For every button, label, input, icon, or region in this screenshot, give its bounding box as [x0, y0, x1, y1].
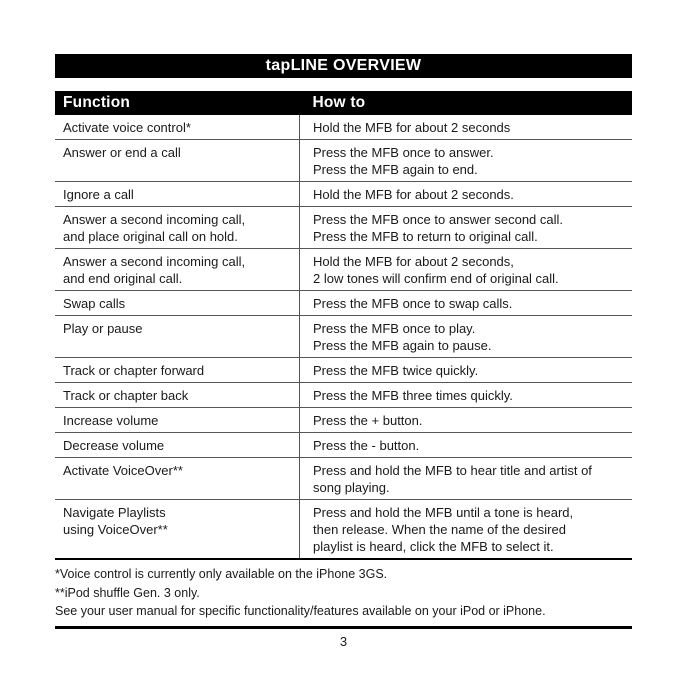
function-cell — [55, 182, 300, 207]
function-text: Activate VoiceOver** — [63, 463, 183, 478]
table-row — [55, 182, 632, 207]
footnote-user-manual: See your user manual for specific functionality/features available on your iPod or iPhone. — [55, 604, 546, 618]
overview-table — [55, 91, 632, 560]
table-row — [55, 500, 632, 560]
function-text: using VoiceOver** — [63, 522, 168, 537]
function-text: Ignore a call — [63, 187, 134, 202]
document-page — [55, 54, 632, 649]
how-to-text: Hold the MFB for about 2 seconds — [313, 120, 511, 135]
how-to-text: Press the MFB three times quickly. — [313, 388, 513, 403]
function-text: Increase volume — [63, 413, 159, 428]
table-row — [55, 291, 632, 316]
how-to-text: Press the MFB again to end. — [313, 162, 478, 177]
how-to-cell — [300, 500, 633, 560]
function-cell — [55, 433, 300, 458]
how-to-text: song playing. — [313, 480, 390, 495]
function-cell — [55, 291, 300, 316]
how-to-text: Hold the MFB for about 2 seconds. — [313, 187, 514, 202]
function-cell — [55, 249, 300, 291]
table-header — [55, 91, 632, 115]
how-to-cell — [300, 182, 633, 207]
function-text: Answer a second incoming call, — [63, 212, 246, 227]
function-text: Activate voice control* — [63, 120, 191, 135]
how-to-text: playlist is heard, click the MFB to select it. — [313, 539, 554, 554]
table-row — [55, 358, 632, 383]
how-to-cell — [300, 115, 633, 140]
table-body — [55, 115, 632, 559]
how-to-text: Press the MFB to return to original call. — [313, 229, 538, 244]
function-text: and place original call on hold. — [63, 229, 238, 244]
function-cell — [55, 207, 300, 249]
how-to-text: Press the MFB again to pause. — [313, 338, 492, 353]
header-how-to: How to — [300, 91, 633, 115]
how-to-cell — [300, 383, 633, 408]
table-row — [55, 408, 632, 433]
function-text: Play or pause — [63, 321, 143, 336]
table-row — [55, 383, 632, 408]
function-text: Answer or end a call — [63, 145, 181, 160]
how-to-text: Hold the MFB for about 2 seconds, — [313, 254, 514, 269]
how-to-cell — [300, 433, 633, 458]
header-row — [55, 91, 632, 115]
table-row — [55, 458, 632, 500]
bottom-rule — [55, 626, 632, 629]
how-to-text: Press the - button. — [313, 438, 420, 453]
function-text: Swap calls — [63, 296, 126, 311]
function-cell — [55, 115, 300, 140]
how-to-text: Press the MFB once to answer. — [313, 145, 494, 160]
how-to-text: Press the + button. — [313, 413, 423, 428]
function-text: Decrease volume — [63, 438, 165, 453]
table-row — [55, 115, 632, 140]
function-cell — [55, 140, 300, 182]
function-cell — [55, 383, 300, 408]
page-number: 3 — [339, 633, 348, 649]
table-row — [55, 140, 632, 182]
how-to-cell — [300, 458, 633, 500]
function-cell — [55, 358, 300, 383]
how-to-text: Press and hold the MFB until a tone is heard, — [313, 505, 574, 520]
how-to-cell — [300, 408, 633, 433]
how-to-text: Press and hold the MFB to hear title and artist of — [313, 463, 592, 478]
footnote-voice-control: *Voice control is currently only available on the iPhone 3GS. — [55, 567, 388, 581]
function-cell — [55, 408, 300, 433]
function-text: Answer a second incoming call, — [63, 254, 246, 269]
function-text: Track or chapter forward — [63, 363, 205, 378]
table-row — [55, 249, 632, 291]
function-text: and end original call. — [63, 271, 183, 286]
how-to-cell — [300, 249, 633, 291]
how-to-text: 2 low tones will confirm end of original call. — [313, 271, 559, 286]
table-row — [55, 316, 632, 358]
function-text: Navigate Playlists — [63, 505, 166, 520]
header-function: Function — [55, 91, 300, 115]
how-to-text: Press the MFB once to swap calls. — [313, 296, 513, 311]
function-cell — [55, 458, 300, 500]
footnote-ipod-shuffle: **iPod shuffle Gen. 3 only. — [55, 585, 200, 600]
function-cell — [55, 316, 300, 358]
overview-title: tapLINE OVERVIEW — [55, 54, 632, 78]
function-cell — [55, 500, 300, 560]
how-to-cell — [300, 358, 633, 383]
how-to-text: then release. When the name of the desired — [313, 522, 566, 537]
table-row — [55, 207, 632, 249]
how-to-cell — [300, 316, 633, 358]
how-to-cell — [300, 140, 633, 182]
how-to-text: Press the MFB twice quickly. — [313, 363, 479, 378]
function-text: Track or chapter back — [63, 388, 189, 403]
how-to-text: Press the MFB once to play. — [313, 321, 476, 336]
how-to-text: Press the MFB once to answer second call. — [313, 212, 564, 227]
footnotes — [55, 565, 632, 621]
how-to-cell — [300, 207, 633, 249]
table-row — [55, 433, 632, 458]
how-to-cell — [300, 291, 633, 316]
